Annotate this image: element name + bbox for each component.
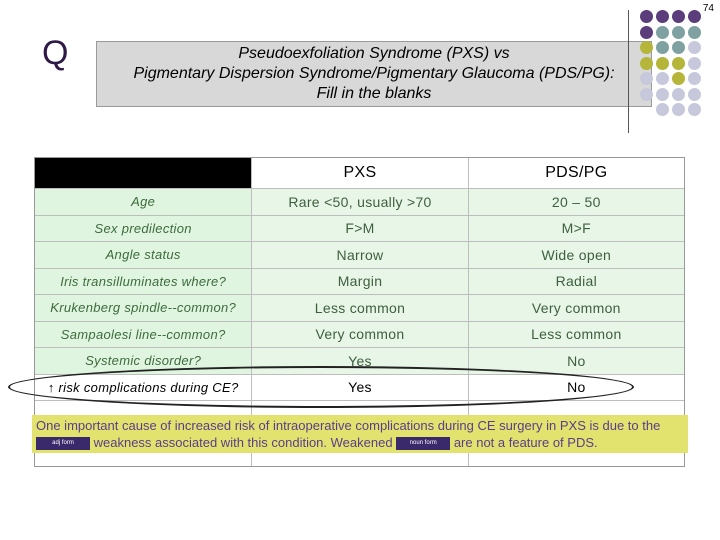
pxs-cell: Yes xyxy=(251,348,467,374)
pxs-cell: Very common xyxy=(251,322,467,348)
decorative-dot xyxy=(688,41,701,54)
table-row xyxy=(35,321,684,348)
decorative-dot xyxy=(640,26,653,39)
decorative-dot xyxy=(672,103,685,116)
row-label: Angle status xyxy=(35,242,251,268)
decorative-dot-grid xyxy=(640,10,720,120)
decorative-dot xyxy=(672,41,685,54)
row-label: Systemic disorder? xyxy=(35,348,251,374)
pxs-cell: Narrow xyxy=(251,242,467,268)
decorative-dot xyxy=(640,41,653,54)
table-row xyxy=(35,294,684,321)
header-cell-pdspg: PDS/PG xyxy=(468,158,684,188)
pdspg-cell: No xyxy=(468,348,684,374)
decorative-dot xyxy=(656,103,669,116)
decorative-dot xyxy=(672,10,685,23)
title-line-1: Pseudoexfoliation Syndrome (PXS) vs xyxy=(238,45,510,62)
note-text-3: are not a feature of PDS. xyxy=(453,435,598,450)
decorative-dot xyxy=(640,72,653,85)
table-row xyxy=(35,268,684,295)
pxs-cell: Less common xyxy=(251,295,467,321)
header-cell-pxs: PXS xyxy=(251,158,467,188)
decorative-dot xyxy=(688,72,701,85)
pxs-cell: Rare <50, usually >70 xyxy=(251,189,467,215)
pdspg-cell: 20 – 50 xyxy=(468,189,684,215)
pxs-cell: F>M xyxy=(251,216,467,242)
pxs-cell: Margin xyxy=(251,269,467,295)
pdspg-cell: M>F xyxy=(468,216,684,242)
title-box xyxy=(96,41,652,107)
table-row xyxy=(35,188,684,215)
row-label: ↑ risk complications during CE? xyxy=(35,375,251,401)
pdspg-cell: Radial xyxy=(468,269,684,295)
decorative-dot xyxy=(672,26,685,39)
title-line-3: Fill in the blanks xyxy=(316,85,432,102)
decorative-dot xyxy=(656,72,669,85)
row-label: Age xyxy=(35,189,251,215)
decorative-dot xyxy=(656,57,669,70)
table-header-row xyxy=(35,158,684,188)
decorative-dot xyxy=(688,88,701,101)
decorative-dot xyxy=(656,26,669,39)
decorative-vertical-line xyxy=(628,10,629,133)
header-cell-blank xyxy=(35,158,251,188)
highlight-oval xyxy=(8,366,634,408)
decorative-dot xyxy=(656,41,669,54)
pdspg-cell: Less common xyxy=(468,322,684,348)
fill-in-note xyxy=(32,415,688,453)
pdspg-cell: No xyxy=(468,375,684,401)
table-row xyxy=(35,241,684,268)
pdspg-cell: Very common xyxy=(468,295,684,321)
decorative-dot xyxy=(640,57,653,70)
decorative-dot xyxy=(688,57,701,70)
decorative-dot xyxy=(688,10,701,23)
row-label: Sex predilection xyxy=(35,216,251,242)
table-row xyxy=(35,215,684,242)
blank-noun-form[interactable]: noun form xyxy=(396,437,450,450)
pdspg-cell: Wide open xyxy=(468,242,684,268)
note-text-1: One important cause of increased risk of intraoperative complications during CE surgery in PXS is due to the xyxy=(36,418,661,433)
decorative-dot xyxy=(688,103,701,116)
row-label: Iris transilluminates where? xyxy=(35,269,251,295)
decorative-dot xyxy=(640,10,653,23)
page-number: 74 xyxy=(702,3,714,14)
decorative-dot xyxy=(656,10,669,23)
question-label: Q xyxy=(42,34,69,72)
note-text-2: weakness associated with this condition. Weakened xyxy=(93,435,393,450)
decorative-dot xyxy=(672,72,685,85)
decorative-dot xyxy=(672,57,685,70)
decorative-dot xyxy=(656,88,669,101)
decorative-dot xyxy=(640,88,653,101)
title-line-2: Pigmentary Dispersion Syndrome/Pigmentary Glaucoma (PDS/PG): xyxy=(133,65,615,82)
decorative-dot xyxy=(672,88,685,101)
decorative-dot xyxy=(688,26,701,39)
row-label: Sampaolesi line--common? xyxy=(35,322,251,348)
row-label: Krukenberg spindle--common? xyxy=(35,295,251,321)
blank-adj-form[interactable]: adj form xyxy=(36,437,90,450)
pxs-cell: Yes xyxy=(251,375,467,401)
